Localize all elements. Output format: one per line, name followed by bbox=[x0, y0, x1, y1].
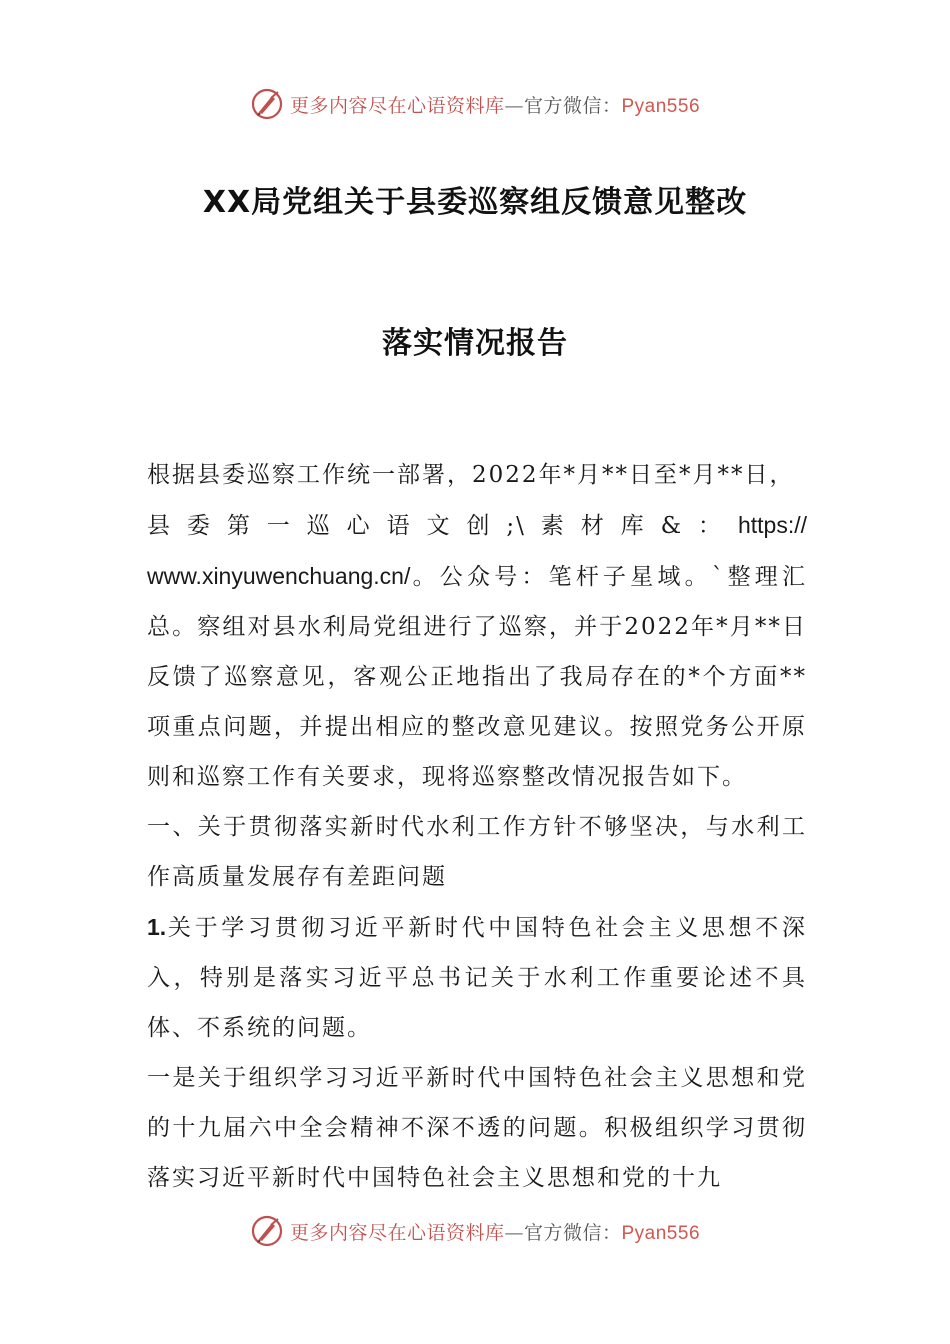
watermark-footer bbox=[0, 1211, 950, 1251]
document-body bbox=[147, 450, 807, 1203]
watermark-header bbox=[0, 84, 950, 124]
section-heading-1: 一、关于贯彻落实新时代水利工作方针不够坚决，与水利工作高质量发展存有差距问题 bbox=[147, 814, 807, 890]
paragraph-point-one: 一是关于组织学习习近平新时代中国特色社会主义思想和党的十九届六中全会精神不深不透的问题。积极组织学习贯彻落实习近平新时代中国特色社会主义思想和党的十九 bbox=[147, 1065, 807, 1191]
list-item-1: 1.关于学习贯彻习近平新时代中国特色社会主义思想不深入，特别是落实习近平总书记关于水利工作重要论述不具体、不系统的问题。 bbox=[147, 914, 807, 1041]
watermark-text: 更多内容尽在心语资料库—官方微信：Pyan556 bbox=[289, 94, 701, 117]
url-link-continued[interactable]: www.xinyuwenchuang.cn/ bbox=[147, 563, 411, 589]
watermark-text: 更多内容尽在心语资料库—官方微信：Pyan556 bbox=[289, 1221, 701, 1244]
url-link[interactable]: https:// bbox=[737, 512, 807, 538]
quill-logo-icon bbox=[250, 1214, 284, 1248]
document-title-line-1: XX局党组关于县委巡察组反馈意见整改 bbox=[202, 185, 748, 220]
quill-logo-icon bbox=[250, 87, 284, 121]
paragraph-intro: 根据县委巡察工作统一部署，2022年*月**日至*月**日， 县委第一巡心语文创;\素材库&：https:// www.xinyuwenchuang.cn/。公众号：笔杆子星域。`整理汇总。察组对县水利局党组进行了巡察，并于2022年*月**日反馈了巡察意见，客观公正地指出了我局存在的*个方面**项重点问题，并提出相应的整改意见建议。按照党务公开原则和巡察工作有关要求，现将巡察整改情况报告如下。 bbox=[147, 462, 807, 790]
document-title-line-2: 落实情况报告 bbox=[382, 326, 568, 361]
